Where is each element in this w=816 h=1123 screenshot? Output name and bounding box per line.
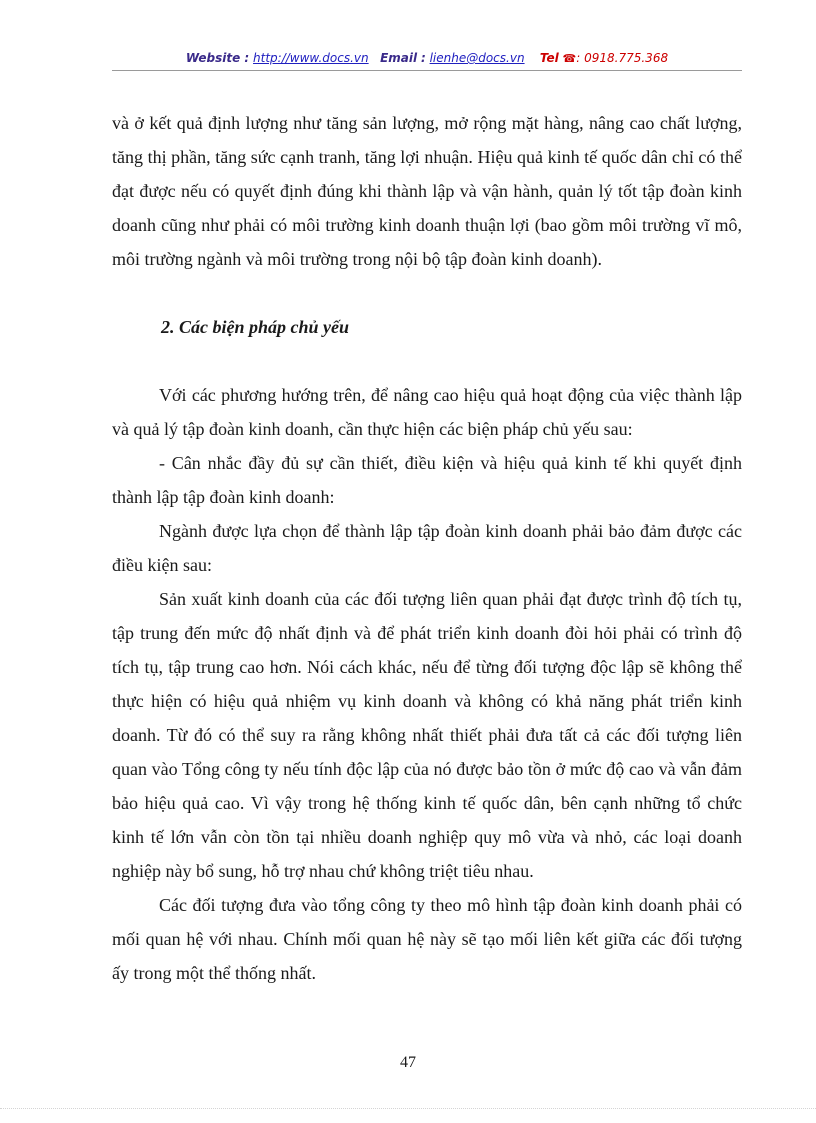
phone-icon: ☎ (562, 52, 577, 65)
section-heading: 2. Các biện pháp chủ yếu (161, 317, 350, 337)
email-link[interactable]: lienhe@docs.vn (429, 51, 525, 65)
email-label: Email (380, 51, 418, 65)
page-number: 47 (400, 1054, 416, 1071)
email-separator: : (420, 51, 426, 65)
page-bottom-edge (0, 1108, 816, 1109)
paragraph-1: và ở kết quả định lượng như tăng sản lượng, mở rộng mặt hàng, nâng cao chất lượng, tăng thị phần, tăng sức cạnh tranh, tăng lợi nhuận. Hiệu quả kinh tế quốc dân chỉ có thể đạt được nếu có quyết định đúng khi thành lập và vận hành, quản lý tốt tập đoàn kinh doanh cũng như phải có môi trường kinh doanh thuận lợi (bao gồm môi trường vĩ mô, môi trường ngành và môi trường trong nội bộ tập đoàn kinh doanh). (112, 113, 742, 269)
tel-value: : 0918.775.368 (576, 51, 669, 65)
paragraph-6: Các đối tượng đưa vào tổng công ty theo mô hình tập đoàn kinh doanh phải có mối quan hệ với nhau. Chính mối quan hệ này sẽ tạo mối liên kết giữa các đối tượng ấy trong một thể thống nhất. (112, 895, 742, 983)
header-divider (112, 70, 742, 71)
paragraph-4: Ngành được lựa chọn để thành lập tập đoàn kinh doanh phải bảo đảm được các điều kiện sau: (112, 521, 742, 575)
website-link[interactable]: http://www.docs.vn (253, 51, 369, 65)
website-label: Website : (185, 51, 250, 65)
paragraph-3: - Cân nhắc đầy đủ sự cần thiết, điều kiện và hiệu quả kinh tế khi quyết định thành lập tập đoàn kinh doanh: (112, 453, 742, 507)
paragraph-5: Sản xuất kinh doanh của các đối tượng liên quan phải đạt được trình độ tích tụ, tập trung đến mức độ nhất định và để phát triển kinh doanh đòi hỏi phải có trình độ tích tụ, tập trung cao hơn. Nói cách khác, nếu để từng đối tượng độc lập sẽ không thể thực hiện có hiệu quả nhiệm vụ kinh doanh và không có khả năng phát triển kinh doanh. Từ đó có thể suy ra rằng không nhất thiết phải đưa tất cả các đối tượng liên quan vào Tổng công ty nếu tính độc lập của nó được bảo tồn ở mức độ cao và vẫn đảm bảo hiệu quả cao. Vì vậy trong hệ thống kinh tế quốc dân, bên cạnh những tổ chức kinh tế lớn vẫn còn tồn tại nhiều doanh nghiệp quy mô vừa và nhỏ, các loại doanh nghiệp này bổ sung, hỗ trợ nhau chứ không triệt tiêu nhau. (112, 589, 742, 881)
document-body (112, 106, 742, 990)
paragraph-2: Với các phương hướng trên, để nâng cao hiệu quả hoạt động của việc thành lập và quả lý tập đoàn kinh doanh, cần thực hiện các biện pháp chủ yếu sau: (112, 385, 742, 439)
page-header (112, 50, 742, 67)
tel-label: Tel (539, 51, 559, 65)
